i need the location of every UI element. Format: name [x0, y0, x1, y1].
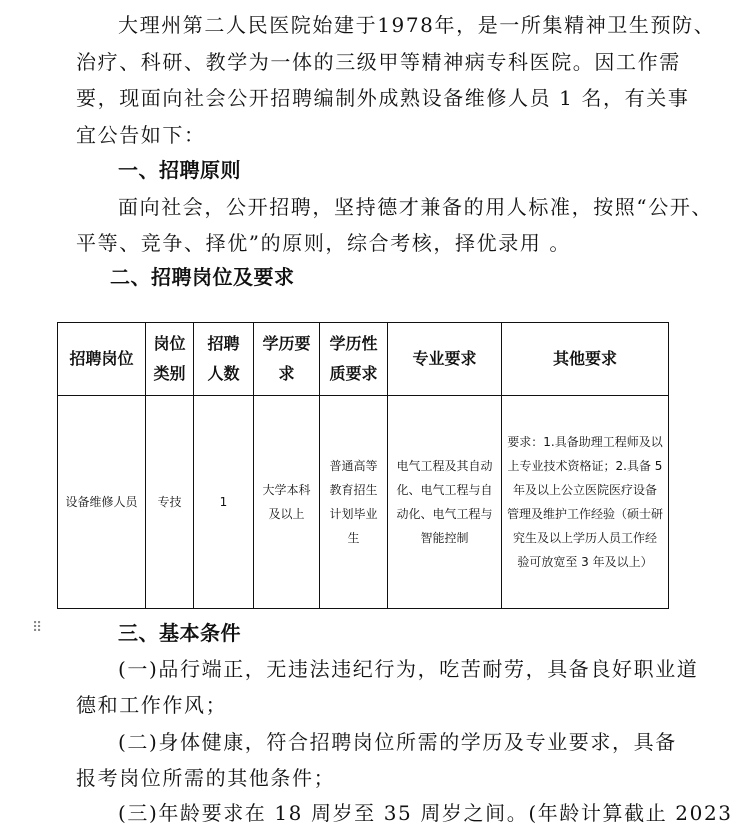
header-edu-nature	[320, 323, 388, 396]
cell-edu-nature	[320, 396, 388, 609]
cell-education	[254, 396, 320, 609]
header-position	[58, 323, 146, 396]
header-major	[388, 323, 502, 396]
cell-other-text-6: 验可放宽至 3 年及以上）	[517, 555, 653, 569]
drag-handle-icon[interactable]: ⠿	[32, 620, 43, 636]
header-category-text-2: 类别	[153, 364, 186, 383]
header-other	[502, 323, 669, 396]
section-1-heading: 一、招聘原则	[118, 158, 241, 182]
table-header-row	[58, 323, 669, 396]
section-3-item-2-line-2: 报考岗位所需的其他条件；	[76, 766, 336, 790]
header-category	[146, 323, 194, 396]
header-edu-nature-text-2: 质要求	[329, 364, 378, 383]
header-other-text: 其他要求	[552, 349, 617, 368]
cell-other-text-4: 管理及维护工作经验（硕士研	[506, 507, 663, 521]
cell-category-text: 专技	[157, 495, 182, 509]
cell-major-text-3: 动化、电气工程与	[396, 507, 493, 521]
intro-line-1: 大理州第二人民医院始建于1978年，是一所集精神卫生预防、	[118, 13, 716, 37]
section-3-item-1-line-2: 德和工作作风；	[76, 693, 228, 717]
cell-position	[58, 396, 146, 609]
cell-other-text-5: 究生及以上学历人员工作经	[512, 531, 657, 545]
cell-count-text: 1	[219, 495, 228, 509]
cell-edu-nature-text-3: 计划毕业	[329, 507, 378, 521]
header-education-text-2: 求	[278, 364, 295, 383]
cell-edu-nature-text-1: 普通高等	[329, 459, 378, 473]
cell-major-text-1: 电气工程及其自动	[396, 459, 493, 473]
header-count	[194, 323, 254, 396]
section-3-heading: 三、基本条件	[118, 621, 241, 645]
intro-line-3: 要，现面向社会公开招聘编制外成熟设备维修人员 1 名，有关事	[76, 86, 690, 110]
cell-position-text: 设备维修人员	[65, 495, 138, 509]
cell-edu-nature-text-4: 生	[347, 531, 360, 545]
header-count-text-2: 人数	[207, 364, 240, 383]
cell-count	[194, 396, 254, 609]
cell-other-text-2: 上专业技术资格证；2.具备 5	[507, 459, 663, 473]
cell-education-text-2: 及以上	[268, 507, 305, 521]
section-3-item-2-line-1: (二)身体健康，符合招聘岗位所需的学历及专业要求，具备	[118, 730, 677, 754]
intro-line-4: 宜公告如下：	[76, 123, 206, 147]
header-count-text-1: 招聘	[207, 334, 240, 353]
section-1-line-2: 平等、竞争、择优”的原则，综合考核，择优录用 。	[76, 231, 571, 255]
cell-major-text-4: 智能控制	[420, 531, 469, 545]
header-education-text-1: 学历要	[262, 334, 311, 353]
cell-edu-nature-text-2: 教育招生	[329, 483, 378, 497]
intro-line-2: 治疗、科研、教学为一体的三级甲等精神病专科医院。因工作需	[76, 50, 681, 74]
section-3-item-1-line-1: (一)品行端正，无违法违纪行为，吃苦耐劳，具备良好职业道	[118, 657, 699, 681]
section-2-heading: 二、招聘岗位及要求	[110, 265, 295, 289]
cell-major-text-2: 化、电气工程与自	[396, 483, 493, 497]
cell-other-text-1: 要求：1.具备助理工程师及以	[507, 435, 663, 449]
section-1-line-1: 面向社会，公开招聘，坚持德才兼备的用人标准，按照“公开、	[118, 195, 714, 219]
header-major-text: 专业要求	[412, 349, 477, 368]
cell-education-text-1: 大学本科	[262, 483, 311, 497]
header-position-text: 招聘岗位	[69, 349, 134, 368]
recruitment-table	[57, 322, 669, 609]
section-3-item-3-line-1: (三)年龄要求在 18 周岁至 35 周岁之间。(年龄计算截止 2023	[118, 801, 733, 825]
header-edu-nature-text-1: 学历性	[329, 334, 378, 353]
table-row	[58, 396, 669, 609]
cell-major	[388, 396, 502, 609]
header-category-text-1: 岗位	[153, 334, 186, 353]
cell-category	[146, 396, 194, 609]
header-education	[254, 323, 320, 396]
cell-other-text-3: 年及以上公立医院医疗设备	[512, 483, 657, 497]
cell-other	[502, 396, 669, 609]
